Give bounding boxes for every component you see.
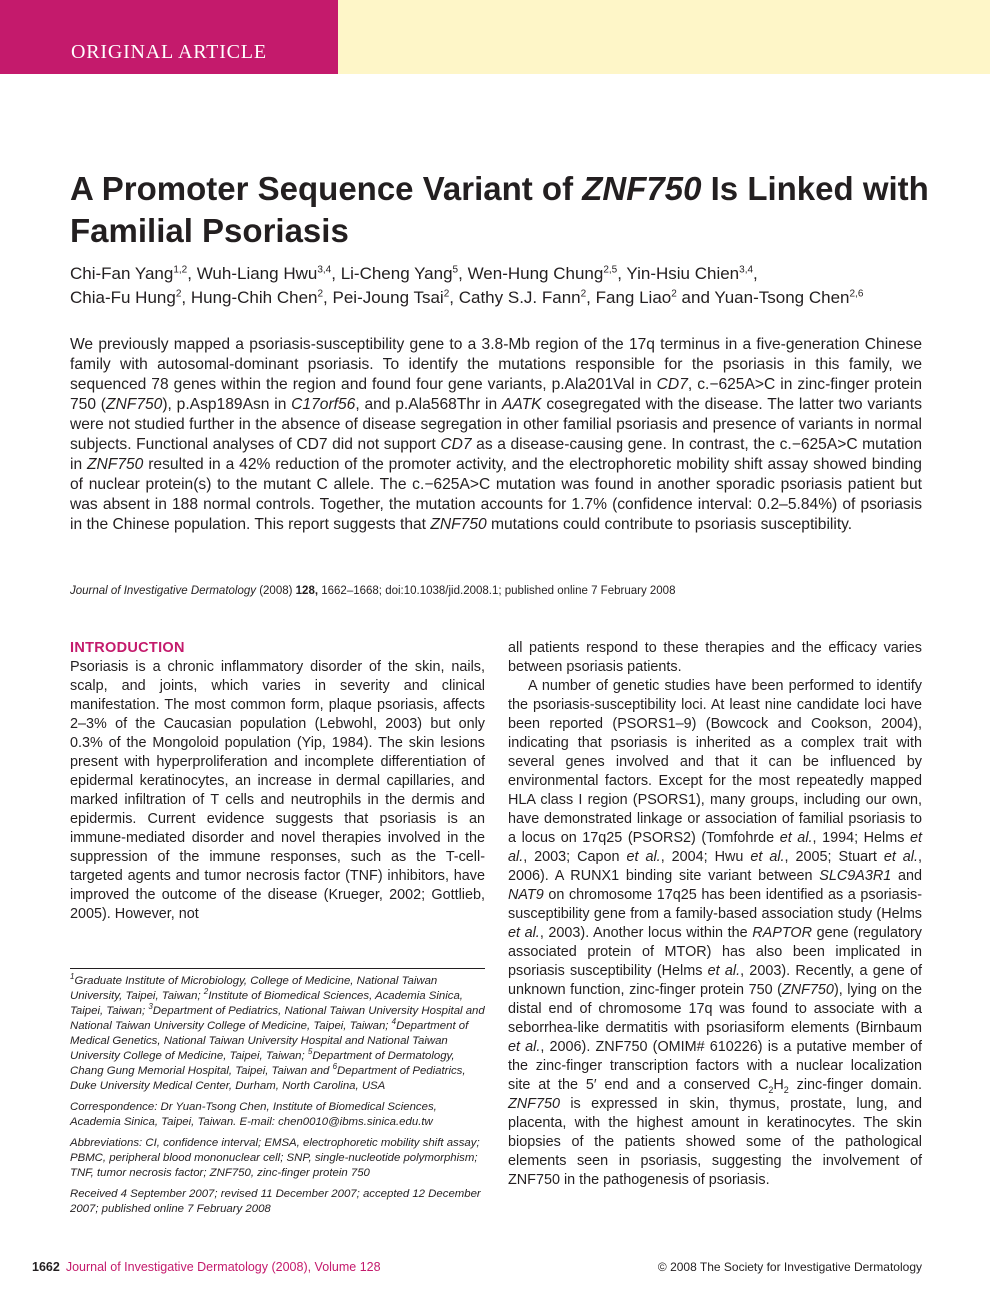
author-name: Wuh-Liang Hwu <box>196 264 318 283</box>
text-run: et al. <box>779 830 813 846</box>
text-run: mutations could contribute to psoriasis susceptibility. <box>486 516 853 533</box>
text-run: RAPTOR <box>752 925 812 941</box>
page-number: 1662 <box>32 1260 60 1274</box>
column-right <box>508 639 922 1190</box>
text-run: , c.−625A>C in zinc-finger protein 750 ( <box>70 376 922 413</box>
text-run: , 2003). Another locus within the <box>539 925 753 941</box>
text-run: 1 <box>70 972 75 982</box>
citation-volume: 128, <box>295 585 319 597</box>
header-band-light <box>338 0 990 74</box>
text-run: zinc-finger domain. <box>788 1077 923 1093</box>
author-affiliation: 2 <box>175 288 182 300</box>
text-run: We previously mapped a psoriasis-susceptibility gene to a 3.8-Mb region of the 17q terminus in a five-generation Chinese family with autosomal-dominant psoriasis. To identify the mutations responsible for the psoriasis in this family, we sequenced 78 genes within the region and found four gene variants, p.Ala201Val in <box>70 336 922 393</box>
text-run: ), p.Asp189Asn in <box>162 396 292 413</box>
text-run: ZNF750 <box>106 396 163 413</box>
text-run: et al. <box>883 849 919 865</box>
author-name: Fang Liao <box>595 288 672 307</box>
intro-paragraph-1-cont <box>508 639 922 677</box>
text-run: Institute of Biomedical Sciences, Academia Sinica, Taipei, Taiwan; <box>70 990 463 1017</box>
text-run: , 2006). ZNF750 (OMIM# 610226) is a putative member of the zinc-finger transcription factors with a nuclear localization site at the 5′ end and a conserved C <box>508 1039 923 1093</box>
text-run: is expressed in skin, thymus, prostate, lung, and placenta, with the highest amount in keratinocytes. The skin biopsies of the patients showed some of the pathological elements seen in psoriasis, suggesting the involvement of ZNF750 in the pathogenesis of psoriasis. <box>508 1096 922 1188</box>
citation-journal: Journal of Investigative Dermatology <box>70 585 257 597</box>
text-run: Graduate Institute of Microbiology, College of Medicine, National Taiwan University, Taipei, Taiwan; <box>70 975 438 1002</box>
author-affiliation: 2 <box>580 288 587 300</box>
citation-year: (2008) <box>256 585 296 597</box>
text-run: 2 <box>783 1084 789 1095</box>
text-run: et al. <box>508 1039 541 1055</box>
text-run: et al. <box>707 963 741 979</box>
author-list: Chi-Fan Yang$^{1,2}$, Wuh-Liang Hwu$^{3,4}$, Li-Cheng Yang$^5$, Wen-Hung Chung$^{2,5}$, Yin-Hsiu Chien$^{3,4}$, Chia-Fu Hung$^2$, Hung-Chih Chen$^2$, Pei-Joung Tsai$^2$, Cathy S.J. Fann$^2$, Fang Liao$^2$ and Yuan-Tsong Chen$^{2,6}$ <box>70 264 864 307</box>
footnote-received: Received 4 September 2007; revised 11 December 2007; accepted 12 December 2007; published online 7 February 2008 <box>70 1188 481 1215</box>
section-band <box>0 0 338 74</box>
text-run: , 2005; Stuart <box>784 849 884 865</box>
text-run: , 1994; Helms <box>812 830 910 846</box>
page-footer-left <box>32 1259 381 1275</box>
author-affiliation: 2 <box>443 288 450 300</box>
author-name: Chia-Fu Hung <box>70 288 176 307</box>
text-run: et al. <box>626 849 661 865</box>
text-run: Psoriasis is a chronic inflammatory disorder of the skin, nails, scalp, and joints, which varies in severity and clinical manifestation. The most common form, plaque psoriasis, affects 2–3% of the Caucasian population (Lebwohl, 2003) but only 0.3% of the Mongoloid population (Yip, 1984). The skin lesions present with hyperproliferation and incomplete differentiation of epidermal keratinocytes, an increase in dermal capillaries, and marked infiltration of T cells and neutrophils in the dermis and epidermis. Current evidence suggests that psoriasis is an immune-mediated disorder and novel therapies involved in the suppression of the immune responses, such as the T-cell-targeted agents and tumor necrosis factor (TNF) inhibitors, have improved the outcome of the disease (Krueger, 2002; Gottlieb, 2005). However, not <box>70 659 485 922</box>
title-part2: Is Linked with Familial Psoriasis <box>70 170 929 249</box>
text-run: and <box>891 868 922 884</box>
text-run: NAT9 <box>508 887 544 903</box>
author-affiliation: 2,6 <box>849 288 864 300</box>
intro-paragraph-2 <box>508 677 922 1190</box>
text-run: , 2003). Recently, a gene of unknown function, zinc-finger protein 750 ( <box>508 963 922 998</box>
text-run: A number of genetic studies have been performed to identify the psoriasis-susceptibility loci. At least nine candidate loci have been reported (PSORS1–9) (Bowcock and Cookson, 2004), indicating that psoriasis is inherited as a complex trait with several genes involved and that it can be influenced by environmental factors. Except for the most repeatedly mapped HLA class I region (PSORS1), many groups, including our own, have demonstrated linkage or association of familial psoriasis to a locus on 17q25 (PSORS2) (Tomfohrde <box>508 678 922 846</box>
author-name: Chi-Fan Yang <box>70 264 174 283</box>
section-label: ORIGINAL ARTICLE <box>71 41 267 63</box>
text-run: C17orf56 <box>291 396 356 413</box>
text-run: 4 <box>391 1017 397 1027</box>
text-run: CD7 <box>656 376 688 393</box>
introduction-heading: INTRODUCTION <box>70 640 185 656</box>
text-run: on chromosome 17q25 has been identified as a psoriasis-susceptibility gene from a family-based association study (Helms <box>508 887 922 922</box>
footnote-abbreviations: Abbreviations: CI, confidence interval; EMSA, electrophoretic mobility shift assay; PBMC, peripheral blood mononuclear cell; SNP, single-nucleotide polymorphism; TNF, tumor necrosis factor; ZNF750, zinc-finger protein 750 <box>70 1137 480 1179</box>
title-gene: ZNF750 <box>582 170 702 207</box>
footnotes <box>70 974 485 1223</box>
footnote-correspondence: Correspondence: Dr Yuan-Tsong Chen, Institute of Biomedical Sciences, Academia Sinica, Taipei, Taiwan. E-mail: chen0010@ibms.sinica.edu.tw <box>70 1101 437 1128</box>
text-run: 2 <box>203 987 209 997</box>
text-run: CD7 <box>440 436 472 453</box>
text-run: ), lying on the distal end of chromosome 17q was found to associate with a seborrhea-like dermatitis with psoriasiform elements (Birnbaum <box>508 982 922 1036</box>
author-name: Hung-Chih Chen <box>190 288 318 307</box>
column-left <box>70 639 485 924</box>
text-run: resulted in a 42% reduction of the promoter activity, and the electrophoretic mobility shift assay showed binding of nuclear protein(s) to the mutant C allele. The c.−625A>C mutation was found in another sporadic psoriasis patient but was absent in 188 normal controls. Together, the mutation accounts for 1.7% (confidence interval: 0.2–5.84%) of psoriasis in the Chinese population. This report suggests that <box>70 456 922 533</box>
text-run: ZNF750 <box>781 982 834 998</box>
author-name: Wen-Hung Chung <box>467 264 604 283</box>
text-run: 2 <box>768 1084 774 1095</box>
intro-paragraph-1 <box>70 658 485 924</box>
author-affiliation: 5 <box>452 264 459 276</box>
text-run: , 2003; Capon <box>523 849 627 865</box>
text-run: et al. <box>750 849 785 865</box>
author-affiliation: 3,4 <box>739 264 754 276</box>
text-run: 6 <box>332 1062 338 1072</box>
author-name: Yin-Hsiu Chien <box>626 264 740 283</box>
author-affiliation: 2 <box>317 288 324 300</box>
text-run: , 2004; Hwu <box>660 849 751 865</box>
footnote-affiliations <box>70 974 485 1094</box>
text-run: H <box>773 1077 784 1093</box>
footer-journal: Journal of Investigative Dermatology (2008), Volume 128 <box>65 1260 381 1274</box>
text-run: 3 <box>148 1002 153 1012</box>
title-part1: A Promoter Sequence Variant of <box>70 170 583 207</box>
text-run: Department of Dermatology, Chang Gung Memorial Hospital, Taipei, Taiwan and <box>70 1050 455 1077</box>
text-run: gene (regulatory associated protein of MTOR) has also been implicated in psoriasis susceptibility (Helms <box>508 925 922 979</box>
author-affiliation: 1,2 <box>173 264 188 276</box>
text-run: ZNF750 <box>508 1096 560 1112</box>
text-run: et al. <box>508 925 540 941</box>
author-affiliation: 2 <box>671 288 677 300</box>
text-run: Department of Pediatrics, National Taiwan University Hospital and National Taiwan University College of Medicine, Taipei, Taiwan; <box>70 1005 485 1032</box>
article-title <box>70 168 930 252</box>
footer-copyright: © 2008 The Society for Investigative Dermatology <box>657 1260 922 1274</box>
text-run: , and p.Ala568Thr in <box>355 396 502 413</box>
footnote-divider <box>70 968 485 969</box>
text-run: ZNF750 <box>430 516 487 533</box>
text-run: all patients respond to these therapies and the efficacy varies between psoriasis patients. <box>508 640 922 675</box>
author-name: Pei-Joung Tsai <box>332 288 444 307</box>
text-run: Department of Pediatrics, Duke University Medical Center, Durham, North Carolina, USA <box>70 1065 466 1092</box>
text-run: et al. <box>508 830 922 865</box>
author-name: Li-Cheng Yang <box>340 264 453 283</box>
text-run: cosegregated with the disease. The latter two variants were not studied further in the absence of disease segregation in other familial psoriasis and presence of variants in normal subjects. Functional analyses of CD7 did not support <box>70 396 922 453</box>
text-run: , 2006). A RUNX1 binding site variant between <box>508 849 923 884</box>
citation-line <box>70 584 922 599</box>
author-affiliation: 3,4 <box>317 264 332 276</box>
author-affiliation: 2,5 <box>603 264 618 276</box>
abstract <box>70 335 922 535</box>
author-name: Cathy S.J. Fann <box>458 288 581 307</box>
text-run: SLC9A3R1 <box>819 868 892 884</box>
text-run: ZNF750 <box>87 456 144 473</box>
author-name: Yuan-Tsong Chen <box>714 288 850 307</box>
text-run: 5 <box>307 1047 313 1057</box>
text-run: as a disease-causing gene. In contrast, the c.−625A>C mutation in <box>70 436 922 473</box>
text-run: AATK <box>501 396 542 413</box>
citation-rest: 1662–1668; doi:10.1038/jid.2008.1; published online 7 February 2008 <box>318 585 676 597</box>
text-run: Department of Medical Genetics, National Taiwan University Hospital and National Taiwan University College of Medicine, Taipei, Taiwan; <box>70 1020 469 1062</box>
